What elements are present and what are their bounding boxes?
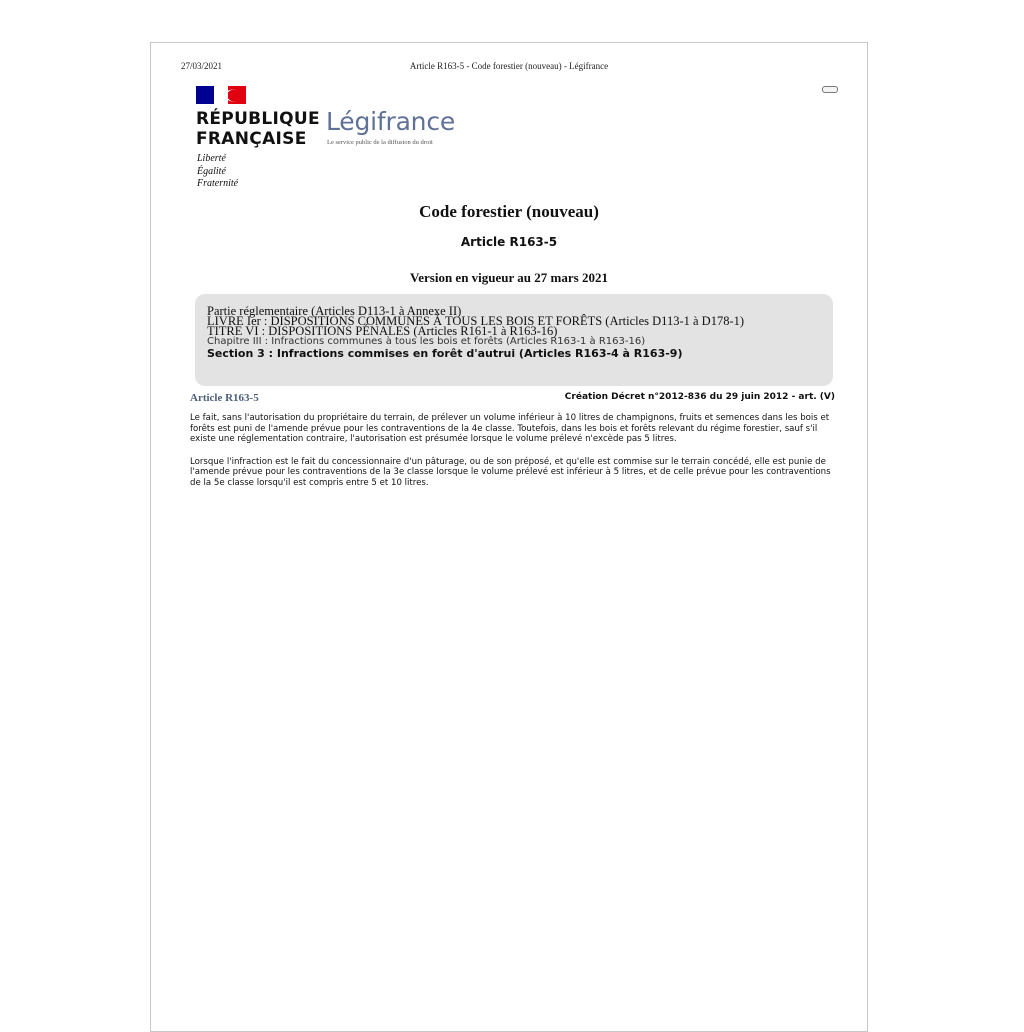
code-title: Code forestier (nouveau) <box>419 202 599 221</box>
legifrance-logo[interactable]: Légifrance <box>326 107 456 136</box>
document-page <box>150 42 868 1032</box>
motto-liberte: Liberté <box>197 153 226 164</box>
motto-egalite: Égalité <box>197 165 226 177</box>
breadcrumb-titre[interactable]: TITRE VI : DISPOSITIONS PÉNALES (Articles R161-1 à R163-16) <box>207 324 558 338</box>
article-label: Article R163-5 <box>190 392 259 404</box>
article-heading: Article R163-5 <box>460 235 558 249</box>
republic-motto <box>197 153 238 191</box>
article-body <box>190 413 837 500</box>
print-date: 27/03/2021 <box>181 61 223 71</box>
breadcrumb-partie[interactable]: Partie réglementaire (Articles D113-1 à Annexe II) <box>207 304 462 318</box>
article-creation-link[interactable]: Création Décret n°2012-836 du 29 juin 2012 - art. (V) <box>564 392 835 402</box>
marianne-flag-logo <box>196 86 246 104</box>
version-date: Version en vigueur au 27 mars 2021 <box>410 270 608 285</box>
print-title: Article R163-5 - Code forestier (nouveau) - Légifrance <box>409 61 609 71</box>
scroll-handle[interactable] <box>822 86 838 93</box>
breadcrumb <box>195 294 833 386</box>
breadcrumb-section[interactable]: Section 3 : Infractions commises en forêt d'autrui (Articles R163-4 à R163-9) <box>207 347 683 360</box>
article-paragraph: Le fait, sans l'autorisation du propriétaire du terrain, de prélever un volume inférieur à 10 litres de champignons, fruits et semences dans les bois et forêts est puni de l'amende prévue pour les contraventions de la 4e classe. Toutefois, dans les bois et forêts relevant du régime forestier, sauf s'il existe une réglementation contraire, l'autorisation est présumée lorsque le volume prélevé n'excède pas 5 litres. <box>190 413 830 444</box>
legifrance-tagline: Le service public de la diffusion du droit <box>327 139 433 146</box>
breadcrumb-livre[interactable]: LIVRE Ier : DISPOSITIONS COMMUNES À TOUS LES BOIS ET FORÊTS (Articles D113-1 à D178-1) <box>207 314 745 328</box>
marianne-icon <box>224 89 249 102</box>
breadcrumb-chapitre[interactable]: Chapitre III : Infractions communes à tous les bois et forêts (Articles R163-1 à R163-16) <box>207 336 646 347</box>
article-meta-row <box>190 392 835 408</box>
motto-fraternite: Fraternité <box>197 178 239 189</box>
republique-francaise-wordmark: RÉPUBLIQUE FRANÇAISE <box>196 109 320 149</box>
article-paragraph: Lorsque l'infraction est le fait du concessionnaire d'un pâturage, ou de son préposé, et qu'elle est commise sur le terrain concédé, elle est punie de l'amende prévue pour les contraventions de la 3e classe lorsque le volume prélevé est inférieur à 5 litres, et de celle prévue pour les contraventions de la 5e classe lorsqu'il est compris entre 5 et 10 litres. <box>190 456 831 488</box>
